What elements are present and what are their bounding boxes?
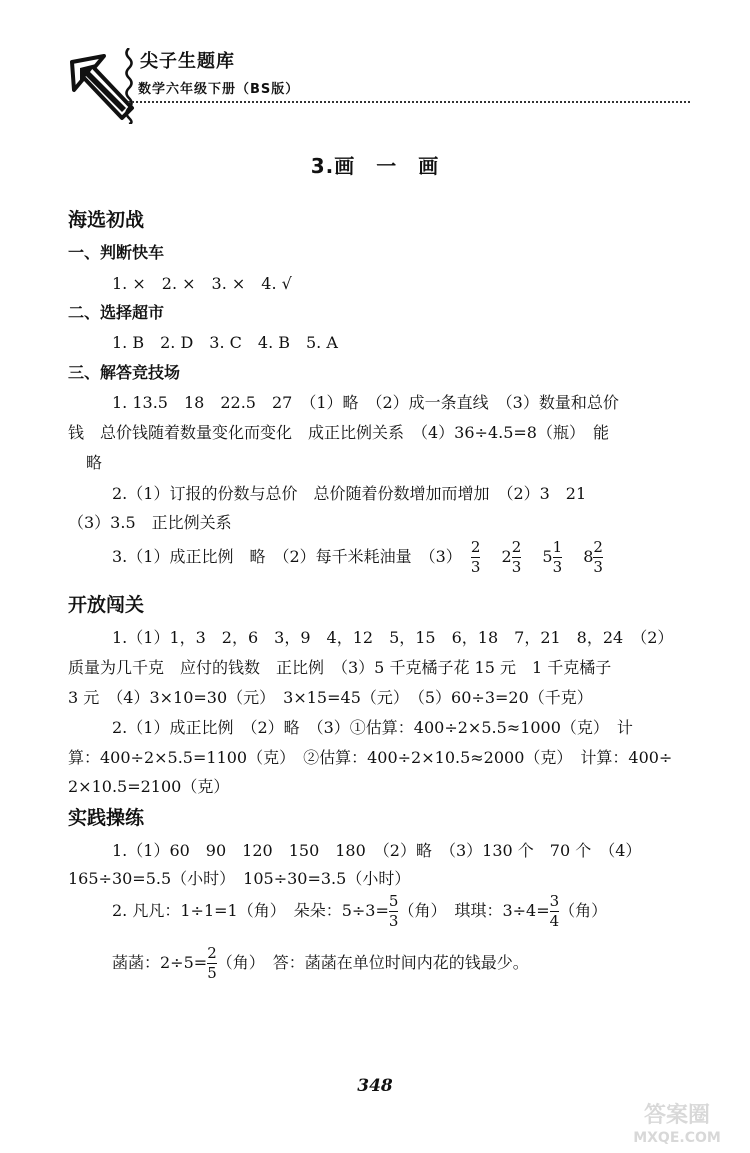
answer-text: （角） 琪琪：3÷4= bbox=[398, 901, 550, 920]
mixed-fraction: 2 $\frac{2}{3}$ bbox=[501, 538, 522, 576]
section-title-1: 海选初战 bbox=[68, 209, 145, 231]
answer-line: 算：400÷2×5.5=1100（克） ②估算：400÷2×10.5≈2000（克） 计算：400÷ bbox=[68, 748, 673, 767]
answer-line: 2.（1）成正比例 （2）略 （3）①估算：400÷2×5.5≈1000（克） 计 bbox=[112, 718, 633, 737]
fraction: $\frac{2}{3}$ bbox=[593, 538, 603, 576]
part-title-solve: 三、解答竞技场 bbox=[68, 363, 181, 382]
fraction: $\frac{1}{3}$ bbox=[552, 538, 563, 576]
answer-line: 1.（1）1，3 2，6 3，9 4，12 5，15 6，18 7，21 8，24 （2） bbox=[112, 628, 674, 647]
section-title-3: 实践操练 bbox=[68, 807, 145, 829]
wavy-divider-icon bbox=[124, 48, 134, 124]
fraction: $\frac{2}{3}$ bbox=[470, 538, 481, 576]
fraction: $\frac{2}{3}$ bbox=[511, 538, 522, 576]
watermark-logo bbox=[612, 1098, 742, 1148]
answer-line: 1.（1）60 90 120 150 180 （2）略 （3）130 个 70 个 （4） bbox=[112, 841, 642, 860]
section-title-2: 开放闯关 bbox=[68, 594, 145, 616]
part-title-judge: 一、判断快车 bbox=[68, 243, 165, 262]
answer-line: 钱 总价钱随着数量变化而变化 成正比例关系 （4）36÷4.5=8（瓶） 能 bbox=[68, 423, 609, 442]
header-divider bbox=[128, 101, 690, 103]
answer-line: 165÷30=5.5（小时） 105÷30=3.5（小时） bbox=[68, 869, 411, 888]
answer-line: 质量为几千克 应付的钱数 正比例 （3）5 千克橘子花 15 元 1 千克橘子 bbox=[68, 658, 612, 677]
arrow-logo-icon bbox=[66, 50, 146, 130]
chapter-title: 3.画 一 画 bbox=[310, 154, 440, 178]
answer-text: 2. 凡凡：1÷1=1（角） 朵朵：5÷3= bbox=[112, 901, 389, 920]
answer-line: 2×10.5=2100（克） bbox=[68, 777, 230, 796]
answer-line: 3 元 （4）3×10=30（元） 3×15=45（元） （5）60÷3=20（千克） bbox=[68, 688, 593, 707]
book-title: 尖子生题库 bbox=[140, 51, 235, 72]
mixed-fraction: 8 $\frac{2}{3}$ bbox=[583, 538, 603, 576]
answer-line: 1. 13.5 18 22.5 27 （1）略 （2）成一条直线 （3）数量和总价 bbox=[112, 393, 619, 412]
answer-line: 略 bbox=[86, 453, 103, 472]
book-subtitle: 数学六年级下册（BS版） bbox=[138, 82, 300, 97]
judge-answers: 1. × 2. × 3. × 4. √ bbox=[112, 274, 292, 293]
watermark-line2: MXQE.COM bbox=[633, 1130, 721, 1146]
answer-line: 2.（1）订报的份数与总价 总价随着份数增加而增加 （2）3 21 bbox=[112, 484, 587, 503]
answer-text: 3.（1）成正比例 略 （2）每千米耗油量 （3） bbox=[112, 547, 462, 566]
answer-text: 菡菡：2÷5= bbox=[112, 953, 208, 972]
fraction: $\frac{3}{4}$ bbox=[549, 892, 560, 930]
answer-text: （角） 答：菡菡在单位时间内花的钱最少。 bbox=[216, 953, 529, 972]
page-number: 348 bbox=[357, 1076, 393, 1096]
answer-text: （角） bbox=[559, 901, 608, 920]
part-title-choice: 二、选择超市 bbox=[68, 303, 165, 322]
fraction: $\frac{5}{3}$ bbox=[388, 892, 399, 930]
mixed-fraction: 5 $\frac{1}{3}$ bbox=[542, 538, 563, 576]
answer-line: （3）3.5 正比例关系 bbox=[68, 513, 232, 532]
answer-line-fractions bbox=[112, 540, 603, 575]
mixed-fraction bbox=[470, 538, 481, 576]
fraction: $\frac{2}{5}$ bbox=[207, 944, 217, 982]
choice-answers: 1. B 2. D 3. C 4. B 5. A bbox=[112, 333, 338, 352]
watermark-line1: 答案圈 bbox=[643, 1103, 711, 1128]
answer-line-fractions bbox=[112, 946, 529, 981]
answer-line-fractions bbox=[112, 894, 607, 929]
